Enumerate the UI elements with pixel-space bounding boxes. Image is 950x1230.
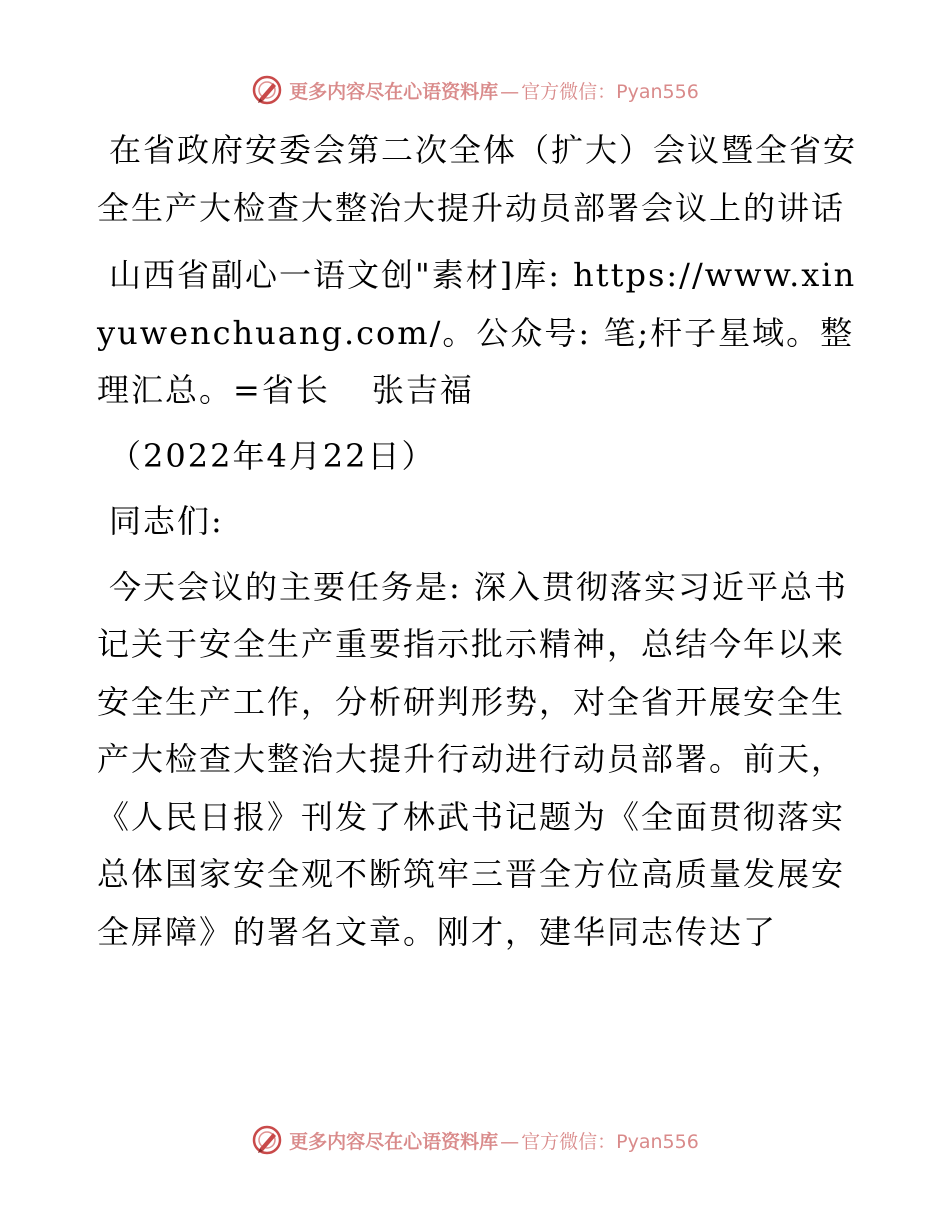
document-paragraph: 今天会议的主要任务是: 深入贯彻落实习近平总书记关于安全生产重要指示批示精神，总结今年以来安全生产工作，分析研判形势，对全省开展安全生产大检查大整治大提升行动进行动员部署。前天，《人民日报》刊发了林武书记题为《全面贯彻落实总体国家安全观不断筑牢三晋全方位高质量发展安全屏障》的署名文章。刚才，建华同志传达了 [97,567,848,951]
watermark-separator: — [500,1130,520,1153]
watermark-suffix: 官方微信：Pyan556 [521,1130,699,1153]
document-body [97,122,857,961]
header-watermark [0,72,950,108]
pen-logo-icon [251,74,283,106]
pen-logo-icon [251,1124,283,1156]
watermark-separator: — [500,80,520,103]
watermark-suffix: 官方微信：Pyan556 [521,80,699,103]
byline-name: 张吉福 [371,371,474,409]
footer-watermark [0,1122,950,1158]
watermark-text [289,1127,699,1154]
document-salutation: 同志们: [109,502,224,540]
watermark-text [289,77,699,104]
document-date: （2022年4月22日） [109,436,436,475]
document-byline [97,247,857,420]
document-title: 在省政府安委会第二次全体（扩大）会议暨全省安全生产大检查大整治大提升动员部署会议上的讲话 [97,131,858,227]
byline-prefix: 山西省副心一语文创"素材]库: https://www.xinyuwenchuang.com/。公众号: 笔;杆子星域。整理汇总。=省长 [97,256,857,409]
watermark-brand: 更多内容尽在心语资料库 [289,80,499,103]
watermark-brand: 更多内容尽在心语资料库 [289,1130,499,1153]
